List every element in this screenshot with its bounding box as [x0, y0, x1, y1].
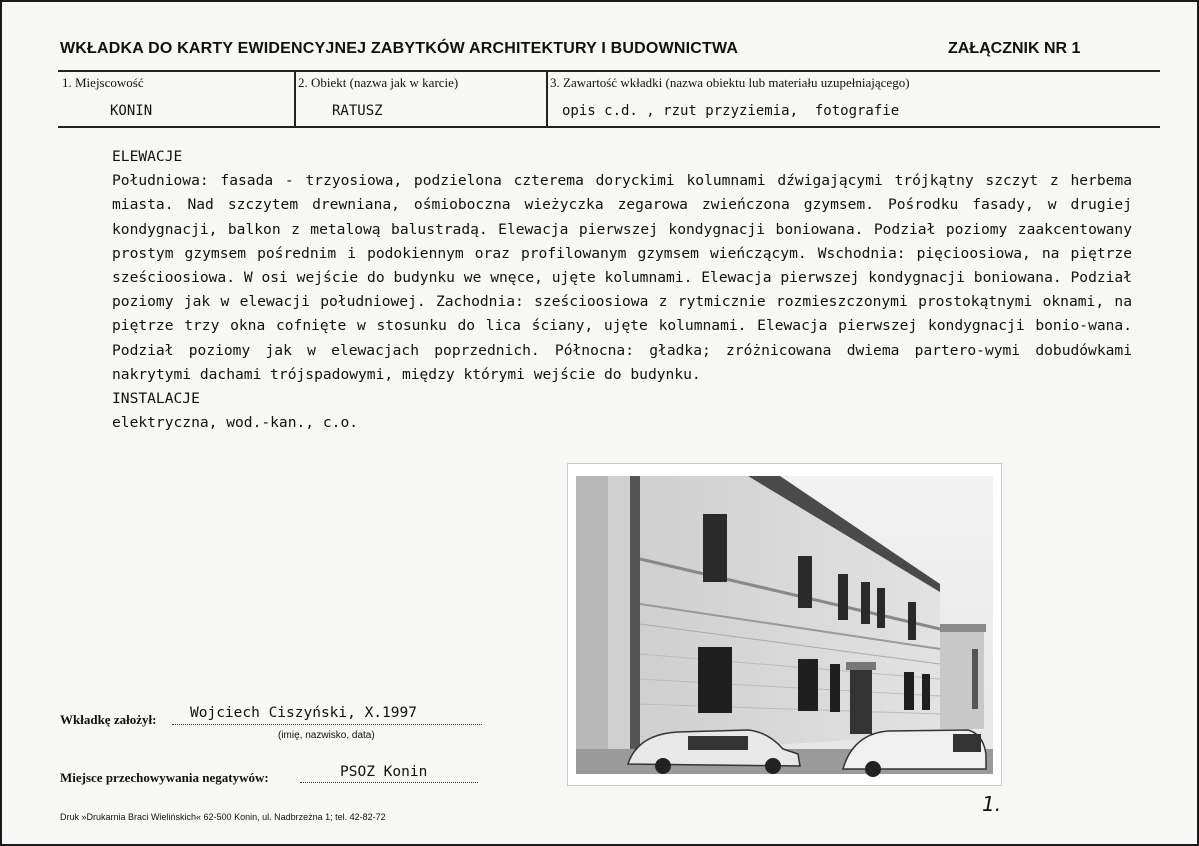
- founded-by-label: Wkładkę założył:: [60, 712, 157, 727]
- column-divider-2: [546, 70, 548, 127]
- locality-label: 1. Miejscowość: [62, 75, 144, 90]
- contents-label: 3. Zawartość wkładki (nazwa obiektu lub materiału uzupełniającego): [550, 75, 910, 90]
- town-hall-photo: [568, 464, 1001, 785]
- description-body: [112, 145, 1132, 435]
- object-value: RATUSZ: [332, 103, 383, 119]
- header-bottom-rule: [58, 126, 1160, 128]
- object-label: 2. Obiekt (nazwa jak w karcie): [298, 75, 459, 90]
- printer-imprint: Druk »Drukarnia Braci Wielińskich« 62-500 Konin, ul. Nadbrzeżna 1; tel. 42-82-72: [60, 812, 386, 822]
- founded-by-value: Wojciech Ciszyński, X.1997: [190, 705, 417, 721]
- founded-by-dotted-line: [172, 724, 482, 725]
- contents-value: opis c.d. , rzut przyziemia, fotografie: [562, 103, 900, 119]
- installations-text: elektryczna, wod.-kan., c.o.: [112, 414, 359, 432]
- heading-installations: INSTALACJE: [112, 390, 200, 408]
- annex-number: ZAŁĄCZNIK NR 1: [948, 40, 1081, 57]
- document-title: WKŁADKA DO KARTY EWIDENCYJNEJ ZABYTKÓW ARCHITEKTURY I BUDOWNICTWA: [60, 40, 739, 57]
- column-divider-1: [294, 70, 296, 127]
- locality-value: KONIN: [110, 103, 153, 119]
- elevations-paragraph: Południowa: fasada - trzyosiowa, podzielona czterema doryckimi kolumnami dźwigającymi trójkątny szczyt z herbema miasta. Nad szczytem drewniana, ośmioboczna wieżyczka zegarowa zwieńczona gzymsem. Pośrodku fasady, w drugiej kondygnacji, balkon z metalową balustradą. Elewacja pierwszej kondygnacji boniowana. Podział poziomy zaakcentowany prostym gzymsem pośrednim i podokiennym oraz profilowanym gzymsem wieńczącym. Wschodnia: pięcioosiowa, na piętrze sześcioosiowa. W osi wejście do budynku we wnęce, ujęte kolumnami. Elewacja pierwszej kondygnacji boniowana. Podział poziomy jak w elewacji południowej. Zachodnia: sześcioosiowa z rytmicznie rozmieszczonymi prostokątnymi oknami, na piętrze trzy okna cofnięte w stosunku do lica ściany, ujęte kolumnami. Elewacja pierwszej kondygnacji bonio-wana. Podział poziomy jak w elewacjach poprzednich. Północna: gładka; zróżnicowana dwiema partero-wymi dobudówkami nakrytymi dachami trójspadowymi, między którymi wejście do budynku.: [112, 172, 1132, 383]
- negatives-location-value: PSOZ Konin: [340, 764, 428, 780]
- header-top-rule: [58, 70, 1160, 72]
- founded-by-note: (imię, nazwisko, data): [278, 730, 375, 741]
- building-photograph: [567, 463, 1002, 786]
- negatives-location-label: Miejsce przechowywania negatywów:: [60, 770, 269, 785]
- heading-elevations: ELEWACJE: [112, 148, 183, 165]
- negatives-dotted-line: [300, 782, 478, 783]
- page-number: 1.: [982, 792, 1002, 816]
